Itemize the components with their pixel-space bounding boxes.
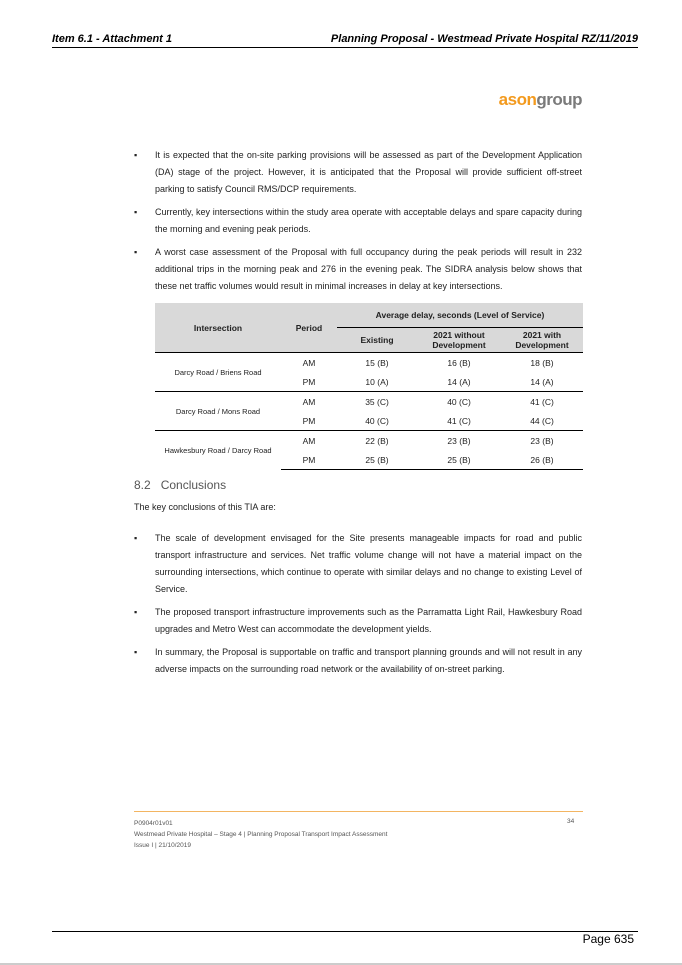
existing-cell: 25 (B) bbox=[337, 450, 417, 470]
period-cell: AM bbox=[281, 431, 337, 451]
summary-bullets bbox=[134, 147, 582, 301]
existing-cell: 10 (A) bbox=[365, 376, 389, 387]
with-cell: 41 (C) bbox=[501, 392, 583, 412]
with-cell: 18 (B) bbox=[501, 353, 583, 373]
header-right: Planning Proposal - Westmead Private Hospital RZ/11/2019 bbox=[330, 33, 638, 45]
without-cell: 25 (B) bbox=[417, 450, 501, 470]
asongroup-logo bbox=[499, 90, 582, 110]
intersection-name: Hawkesbury Road / Darcy Road bbox=[155, 431, 281, 470]
col-group-average-delay: Average delay, seconds (Level of Service) bbox=[337, 303, 583, 328]
table-row bbox=[155, 353, 583, 373]
existing-cell: 35 (C) bbox=[337, 392, 417, 412]
page-header bbox=[52, 33, 638, 48]
col-2021-without: 2021 without Development bbox=[417, 328, 501, 353]
with-cell: 23 (B) bbox=[501, 431, 583, 451]
without-cell: 41 (C) bbox=[447, 415, 471, 426]
footer-title: Westmead Private Hospital – Stage 4 | Planning Proposal Transport Impact Assessment bbox=[134, 831, 388, 838]
section-heading bbox=[134, 478, 226, 492]
bullet-item: ▪ The scale of development envisaged for the Site presents manageable impacts for road and public transport infrastructure and services. Net traffic volume change will not have a material impact on the surrounding intersections, which continue to operate with similar delays and no change to existing Level of Service. bbox=[134, 530, 582, 598]
existing-cell: 22 (B) bbox=[337, 431, 417, 451]
intersection-name: Darcy Road / Briens Road bbox=[155, 353, 281, 392]
period-cell: PM bbox=[302, 376, 316, 387]
period-cell: PM bbox=[302, 415, 316, 426]
col-period: Period bbox=[281, 303, 337, 353]
intersection-delay-table bbox=[155, 303, 583, 470]
table-row bbox=[155, 392, 583, 412]
bullet-item: ▪ Currently, key intersections within the study area operate with acceptable delays and spare capacity during the morning and evening peak periods. bbox=[134, 204, 582, 238]
period-cell: AM bbox=[281, 392, 337, 412]
existing-cell: 40 (C) bbox=[365, 415, 389, 426]
with-cell: 44 (C) bbox=[530, 415, 554, 426]
col-existing: Existing bbox=[337, 328, 417, 353]
conclusion-bullets bbox=[134, 530, 582, 684]
footer-page-number: 34 bbox=[567, 818, 575, 825]
col-intersection: Intersection bbox=[155, 303, 281, 353]
footer-issue: Issue I | 21/10/2019 bbox=[134, 842, 191, 849]
without-cell: 23 (B) bbox=[417, 431, 501, 451]
bullet-item: ▪ A worst case assessment of the Proposal with full occupancy during the peak periods will result in 232 additional trips in the morning peak and 276 in the evening peak. The SIDRA analysis below shows that these net traffic volumes would result in minimal increases in delay at key intersections. bbox=[134, 244, 582, 295]
period-cell: PM bbox=[281, 450, 337, 470]
bullet-item: ▪ In summary, the Proposal is supportable on traffic and transport planning grounds and will not result in any adverse impacts on the surrounding road network or the availability of on-street parking. bbox=[134, 644, 582, 678]
without-cell: 16 (B) bbox=[417, 353, 501, 373]
without-cell: 40 (C) bbox=[417, 392, 501, 412]
footer-divider bbox=[134, 811, 583, 812]
bottom-divider bbox=[52, 931, 638, 932]
with-cell: 26 (B) bbox=[501, 450, 583, 470]
footer-ref: P0904r01v01 bbox=[134, 820, 173, 827]
intersection-name: Darcy Road / Mons Road bbox=[155, 392, 281, 431]
table-row bbox=[155, 431, 583, 451]
existing-cell: 15 (B) bbox=[337, 353, 417, 373]
page-label: Page 635 bbox=[582, 932, 634, 946]
bullet-item: ▪ It is expected that the on-site parking provisions will be assessed as part of the Development Application (DA) stage of the project. However, it is anticipated that the Proposal will provide sufficient off-street parking to satisfy Council RMS/DCP requirements. bbox=[134, 147, 582, 198]
logo-part1: ason bbox=[498, 90, 537, 109]
without-cell: 14 (A) bbox=[447, 376, 471, 387]
section-number: 8.2 bbox=[134, 478, 151, 492]
logo-part2: group bbox=[536, 90, 582, 109]
conclusions-intro: The key conclusions of this TIA are: bbox=[134, 502, 276, 512]
period-cell: AM bbox=[281, 353, 337, 373]
with-cell: 14 (A) bbox=[530, 376, 554, 387]
header-left: Item 6.1 - Attachment 1 bbox=[52, 33, 173, 45]
section-title: Conclusions bbox=[160, 478, 227, 492]
bullet-item: ▪ The proposed transport infrastructure improvements such as the Parramatta Light Rail, Hawkesbury Road upgrades and Metro West can accommodate the development yields. bbox=[134, 604, 582, 638]
col-2021-with: 2021 with Development bbox=[501, 328, 583, 353]
document-footer bbox=[134, 818, 387, 851]
